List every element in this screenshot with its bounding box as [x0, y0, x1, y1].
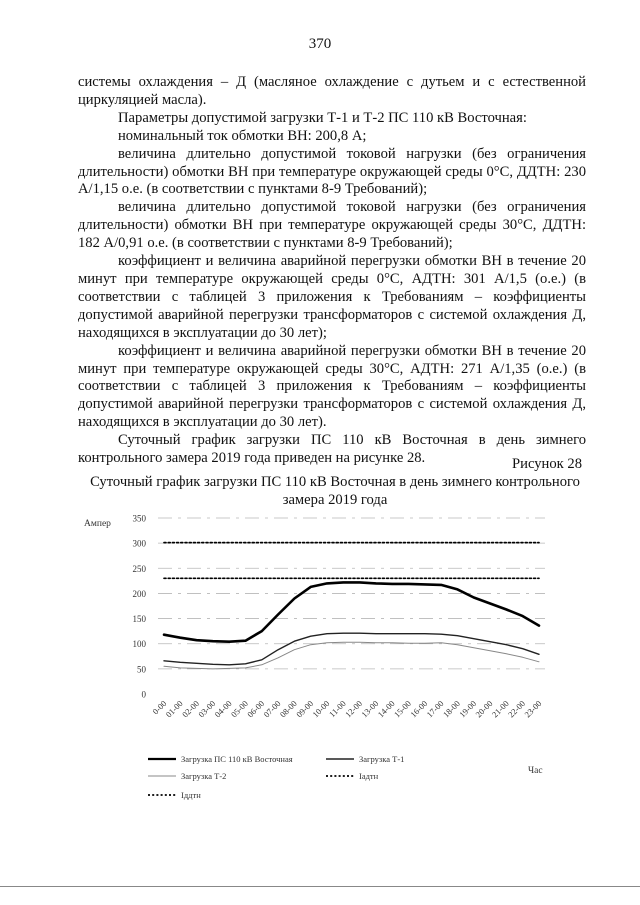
paragraph: Параметры допустимой загрузки Т-1 и Т-2 ПС 110 кВ Восточная:: [118, 109, 527, 126]
y-tick-label: 200: [132, 588, 146, 599]
paragraph: величина длительно допустимой токовой нагрузки (без ограничения длительности) обмотки ВН при температуре окружающей среды 30°С, ДДТН: 182 А/0,91 о.е. (в соответствии с пунктами 8-9 Требований);: [78, 199, 586, 252]
footer-rule: [0, 886, 640, 887]
x-tick-label: 13-00: [359, 698, 381, 720]
x-tick-label: 05-00: [228, 698, 250, 720]
chart-title: Суточный график загрузки ПС 110 кВ Восточная в день зимнего контрольного замера 2019 года: [90, 474, 580, 508]
x-tick-label: 02-00: [179, 698, 202, 720]
y-tick-label: 250: [132, 563, 146, 574]
legend-label: Iадтн: [359, 771, 379, 781]
page-number: 370: [308, 36, 332, 52]
x-tick-label: 23-00: [522, 698, 544, 720]
x-tick-label: 17-00: [424, 698, 446, 720]
x-tick-label: 06-00: [245, 698, 267, 720]
x-tick-label: 07-00: [261, 698, 283, 720]
load-chart: [0, 500, 640, 820]
paragraph: коэффициент и величина аварийной перегрузки обмотки ВН в течение 20 минут при температуре окружающей среды 0°С, АДТН: 301 А/1,5 (о.е.) (в соответствии с таблицей 3 приложения к Требованиям – коэффициенты допустимой аварийной перегрузки трансформаторов с системой охлаждения Д, находящихся в эксплуатации до 30 лет);: [78, 253, 586, 341]
figure-label: Рисунок 28: [512, 456, 582, 472]
y-tick-label: 0: [141, 689, 146, 700]
paragraph: системы охлаждения – Д (масляное охлаждение с дутьем и с естественной циркуляцией масла).: [78, 74, 586, 108]
x-tick-label: 03-00: [196, 698, 218, 720]
y-tick-label: 150: [132, 614, 146, 625]
y-tick-label: 50: [137, 664, 146, 675]
x-tick-label: 16-00: [408, 698, 430, 720]
x-tick-label: 22-00: [506, 698, 528, 720]
x-axis-label: Час: [528, 766, 543, 776]
paragraph: Суточный график загрузки ПС 110 кВ Восточная в день зимнего контрольного замера 2019 года приведен на рисунке 28.: [78, 432, 586, 467]
legend-label: Загрузка Т-2: [181, 771, 227, 781]
x-tick-label: 20-00: [473, 698, 495, 720]
x-tick-label: 19-00: [457, 698, 479, 720]
x-tick-label: 10-00: [310, 698, 332, 720]
y-tick-label: 100: [132, 639, 146, 650]
x-tick-label: 18-00: [440, 698, 462, 720]
y-tick-label: 350: [132, 513, 146, 524]
x-tick-label: 12-00: [342, 698, 365, 720]
x-tick-label: 09-00: [294, 698, 316, 720]
x-tick-label: 15-00: [391, 698, 413, 720]
paragraph: коэффициент и величина аварийной перегрузки обмотки ВН в течение 20 минут при температуре окружающей среды 30°С, АДТН: 271 А/1,35 (о.е.) (в соответствии с таблицей 3 приложения к Требованиям – коэффициенты допустимой аварийной перегрузки трансформаторов с системой охлаждения Д, находящихся в эксплуатации до 30 лет).: [78, 342, 586, 431]
x-tick-label: 01-00: [163, 698, 185, 720]
x-tick-label: 0-00: [150, 698, 169, 717]
x-tick-label: 04-00: [212, 698, 234, 720]
body-text: [78, 74, 586, 468]
paragraph: величина длительно допустимой токовой нагрузки (без ограничения длительности) обмотки ВН при температуре окружающей среды 0°С, ДДТН: 230 А/1,15 о.е. (в соответствии с пунктами 8-9 Требований);: [78, 145, 586, 198]
legend-label: Загрузка Т-1: [359, 754, 405, 764]
x-tick-label: 14-00: [375, 698, 397, 720]
y-tick-label: 300: [132, 538, 146, 549]
paragraph: номинальный ток обмотки ВН: 200,8 А;: [118, 127, 367, 144]
x-tick-label: 11-00: [326, 698, 348, 720]
legend-label: Iддтн: [181, 790, 201, 800]
legend-label: Загрузка ПС 110 кВ Восточная: [181, 754, 293, 764]
x-tick-label: 21-00: [489, 698, 511, 720]
x-tick-label: 08-00: [277, 698, 299, 720]
y-axis-label: Ампер: [84, 519, 111, 529]
